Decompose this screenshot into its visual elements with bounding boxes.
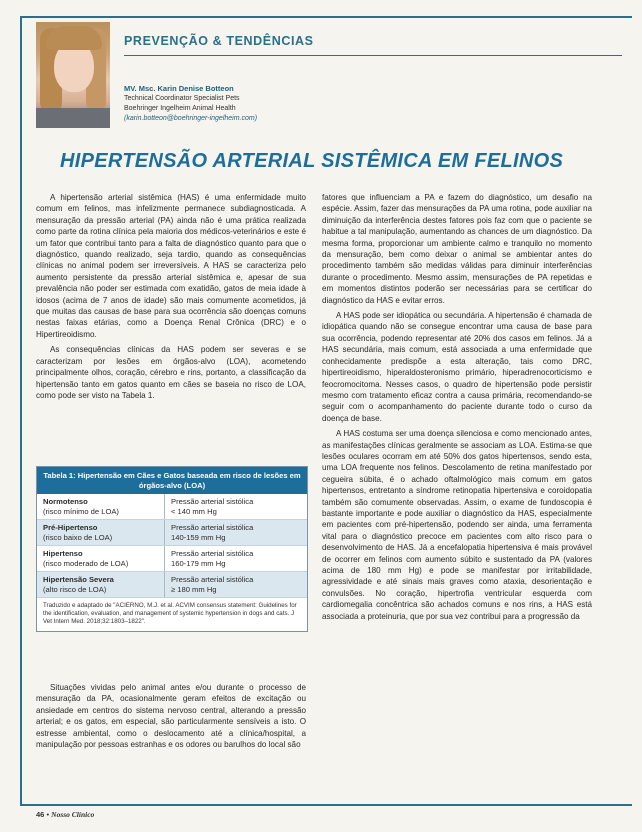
frame-top-rule — [20, 16, 632, 18]
table-row — [37, 520, 307, 546]
paragraph: A HAS pode ser idiopática ou secundária. A hipertensão é chamada de idiopática quando não se consegue encontrar uma causa de base para sua ocorrência, podendo representar até 20% dos casos em felinos. Já a HAS secundária, mais comum, está associada a uma enfermidade que conhecidamente predispõe a esta alteração, tais como DRC, hipertireoidismo, hiperaldosteronismo primário, hiperadrenocorticismo e feocromocitoma. Nesses casos, o quadro de hipertensão pode persistir mesmo com tratamento eficaz contra a causa primária, recomendando-se seguir com o acompanhamento do paciente durante todo o curso da doença de base. — [322, 311, 592, 423]
row-category: Hipertenso — [43, 549, 83, 558]
frame-bottom-rule — [20, 804, 632, 806]
row-risk: (risco baixo de LOA) — [43, 532, 113, 542]
row-risk: (alto risco de LOA) — [43, 584, 107, 594]
page-number: 46 — [36, 810, 45, 819]
row-risk: (risco mínimo de LOA) — [43, 506, 119, 516]
hypertension-table — [36, 466, 308, 632]
paragraph: fatores que influenciam a PA e fazem do diagnóstico, um desafio na espécie. Assim, fazer das mensurações da PA uma rotina, pode auxiliar na diminuição da interferência destes fatores pois faz com que o paciente se habitue a tal manipulação, aumentando as chances de um diagnóstico. Da mesma forma, proporcionar um ambiente calmo e tranquilo no momento da mensuração, bem como deixar o animal se ambientar antes do procedimento também são medidas válidas para diminuir interferências durante o procedimento. Mesmo assim, mensurações de PA repetidas e em momentos distintos poderão ser necessárias para se certificar do diagnóstico da HAS e evitar erros. — [322, 193, 592, 305]
page-footer — [36, 810, 94, 819]
row-value: 140-159 mm Hg — [171, 532, 226, 542]
author-photo — [36, 22, 110, 128]
paragraph: A HAS costuma ser uma doença silenciosa e como mencionado antes, as manifestações clínicas geralmente se associam as LOA. Estima-se que lesões oculares ocorram em até 50% dos gatos hipertensos, sendo esta, uma LOA frequente nos felinos. Descolamento de retina manifestado por cegueira súbita, é o achado oftalmológico mais comum em gatos hipertensos, entretanto a síndrome retinopatia hipertensiva e coroidopatia também são comumente observadas. Assim, o exame de fundoscopia é bastante importante e pode auxiliar o diagnóstico da HAS, especialmente em pacientes com pré-hipertensão, podendo ser ainda, uma ferramenta vital para o diagnóstico precoce em pacientes com alto risco para o desenvolvimento de HAS. Já a encefalopatia hipertensiva é mais provável de ocorrer em felinos com aumento súbito e sustentado da PA (valores acima de 180 mm Hg) e pode se manifestar por irritabilidade, agressividade e até sinais mais graves como ataxia, desorientação e convulsões. No coração, hipertrofia ventricular esquerda com cardiomegalia concêntrica são achados comuns e nos rins, a HAS está associada a proteinuria, que por sua vez contribui para a progressão da — [322, 429, 592, 621]
row-category: Pré-Hipertenso — [43, 523, 98, 532]
table-caption: Tabela 1: Hipertensão em Cães e Gatos baseada em risco de lesões em órgãos-alvo (LOA) — [37, 467, 307, 494]
row-value-label: Pressão arterial sistólica — [171, 497, 254, 506]
author-company: Boehringer Ingelheim Animal Health — [124, 105, 236, 112]
paragraph: As consequências clínicas da HAS podem ser severas e se caracterizam por lesões em órgãos-alvo (LOA), acometendo principalmente olhos, coração, cérebro e rins, portanto, a classificação da hipertensão tanto em gatos quanto em cães se baseia no risco de LOA, como pode ser visto na Tabela 1. — [36, 345, 306, 400]
section-rule — [124, 55, 622, 56]
article-title: HIPERTENSÃO ARTERIAL SISTÊMICA EM FELINOS — [60, 150, 564, 172]
author-role: Technical Coordinator Specialist Pets — [124, 95, 240, 102]
left-column — [36, 192, 306, 405]
table-row — [37, 494, 307, 520]
row-value-label: Pressão arterial sistólica — [171, 549, 254, 558]
row-value: ≥ 180 mm Hg — [171, 584, 217, 594]
row-value: < 140 mm Hg — [171, 506, 217, 516]
author-block — [124, 84, 257, 124]
footer-separator: • — [46, 810, 50, 819]
table-source-note: Traduzido e adaptado de "ACIERNO, M.J. et al. ACVIM consensus statement: Guidelines for the identification, evaluation, and management of systemic hypertension in dogs and cats. J Vet Intern Med. 2018;32:1803–1822". — [43, 602, 297, 625]
row-value-label: Pressão arterial sistólica — [171, 575, 254, 584]
frame-left-rule — [20, 16, 22, 806]
left-column-lower — [36, 682, 306, 754]
author-name: MV. Msc. Karin Denise Botteon — [124, 84, 234, 93]
row-risk: (risco moderado de LOA) — [43, 558, 129, 568]
author-email: (karin.botteon@boehringer-ingelheim.com) — [124, 115, 258, 122]
row-value-label: Pressão arterial sistólica — [171, 523, 254, 532]
row-value: 160-179 mm Hg — [171, 558, 226, 568]
section-title: PREVENÇÃO & TENDÊNCIAS — [124, 34, 314, 48]
table-row — [37, 546, 307, 572]
paragraph: A hipertensão arterial sistêmica (HAS) é uma enfermidade muito comum em felinos, mas infelizmente permanece subdiagnosticada. A mensuração da pressão arterial (PA) ainda não é uma prática realizada como parte da rotina clínica pela maioria dos médicos-veterinários e este é um fator que contribui tanto para a falta de diagnóstico quanto para que o diagnóstico, quando realizado, seja tardio, quando as consequências clínicas no animal podem ser irreversíveis. A HAS se caracteriza pelo aumento persistente da pressão arterial sistêmica e, apesar de sua prevalência não poder ser estimada com exatidão, gatos de meia idade à idosos (acima de 7 anos de idade) são mais comumente acometidos, já que muitas das causas de base para sua ocorrência são doenças comuns nestas faixas etárias, como a Doença Renal Crônica (DRC) e o Hipertireoidismo. — [36, 193, 306, 339]
right-column — [322, 192, 592, 626]
table-body — [37, 494, 307, 598]
row-category: Hipertensão Severa — [43, 575, 114, 584]
table-row — [37, 572, 307, 598]
publication-name: Nosso Clínico — [51, 810, 95, 819]
paragraph: Situações vividas pelo animal antes e/ou durante o processo de mensuração da PA, ocasionalmente geram efeitos de excitação ou ansiedade em centros do sistema nervoso central, alterando a pressão arterial; e os gatos, em especial, são particularmente sensíveis a isto. O estresse ambiental, como o deslocamento até a clínica/hospital, a manipulação por pessoas estranhas e os odores ou barulhos do local são — [36, 683, 306, 750]
row-category: Normotenso — [43, 497, 88, 506]
